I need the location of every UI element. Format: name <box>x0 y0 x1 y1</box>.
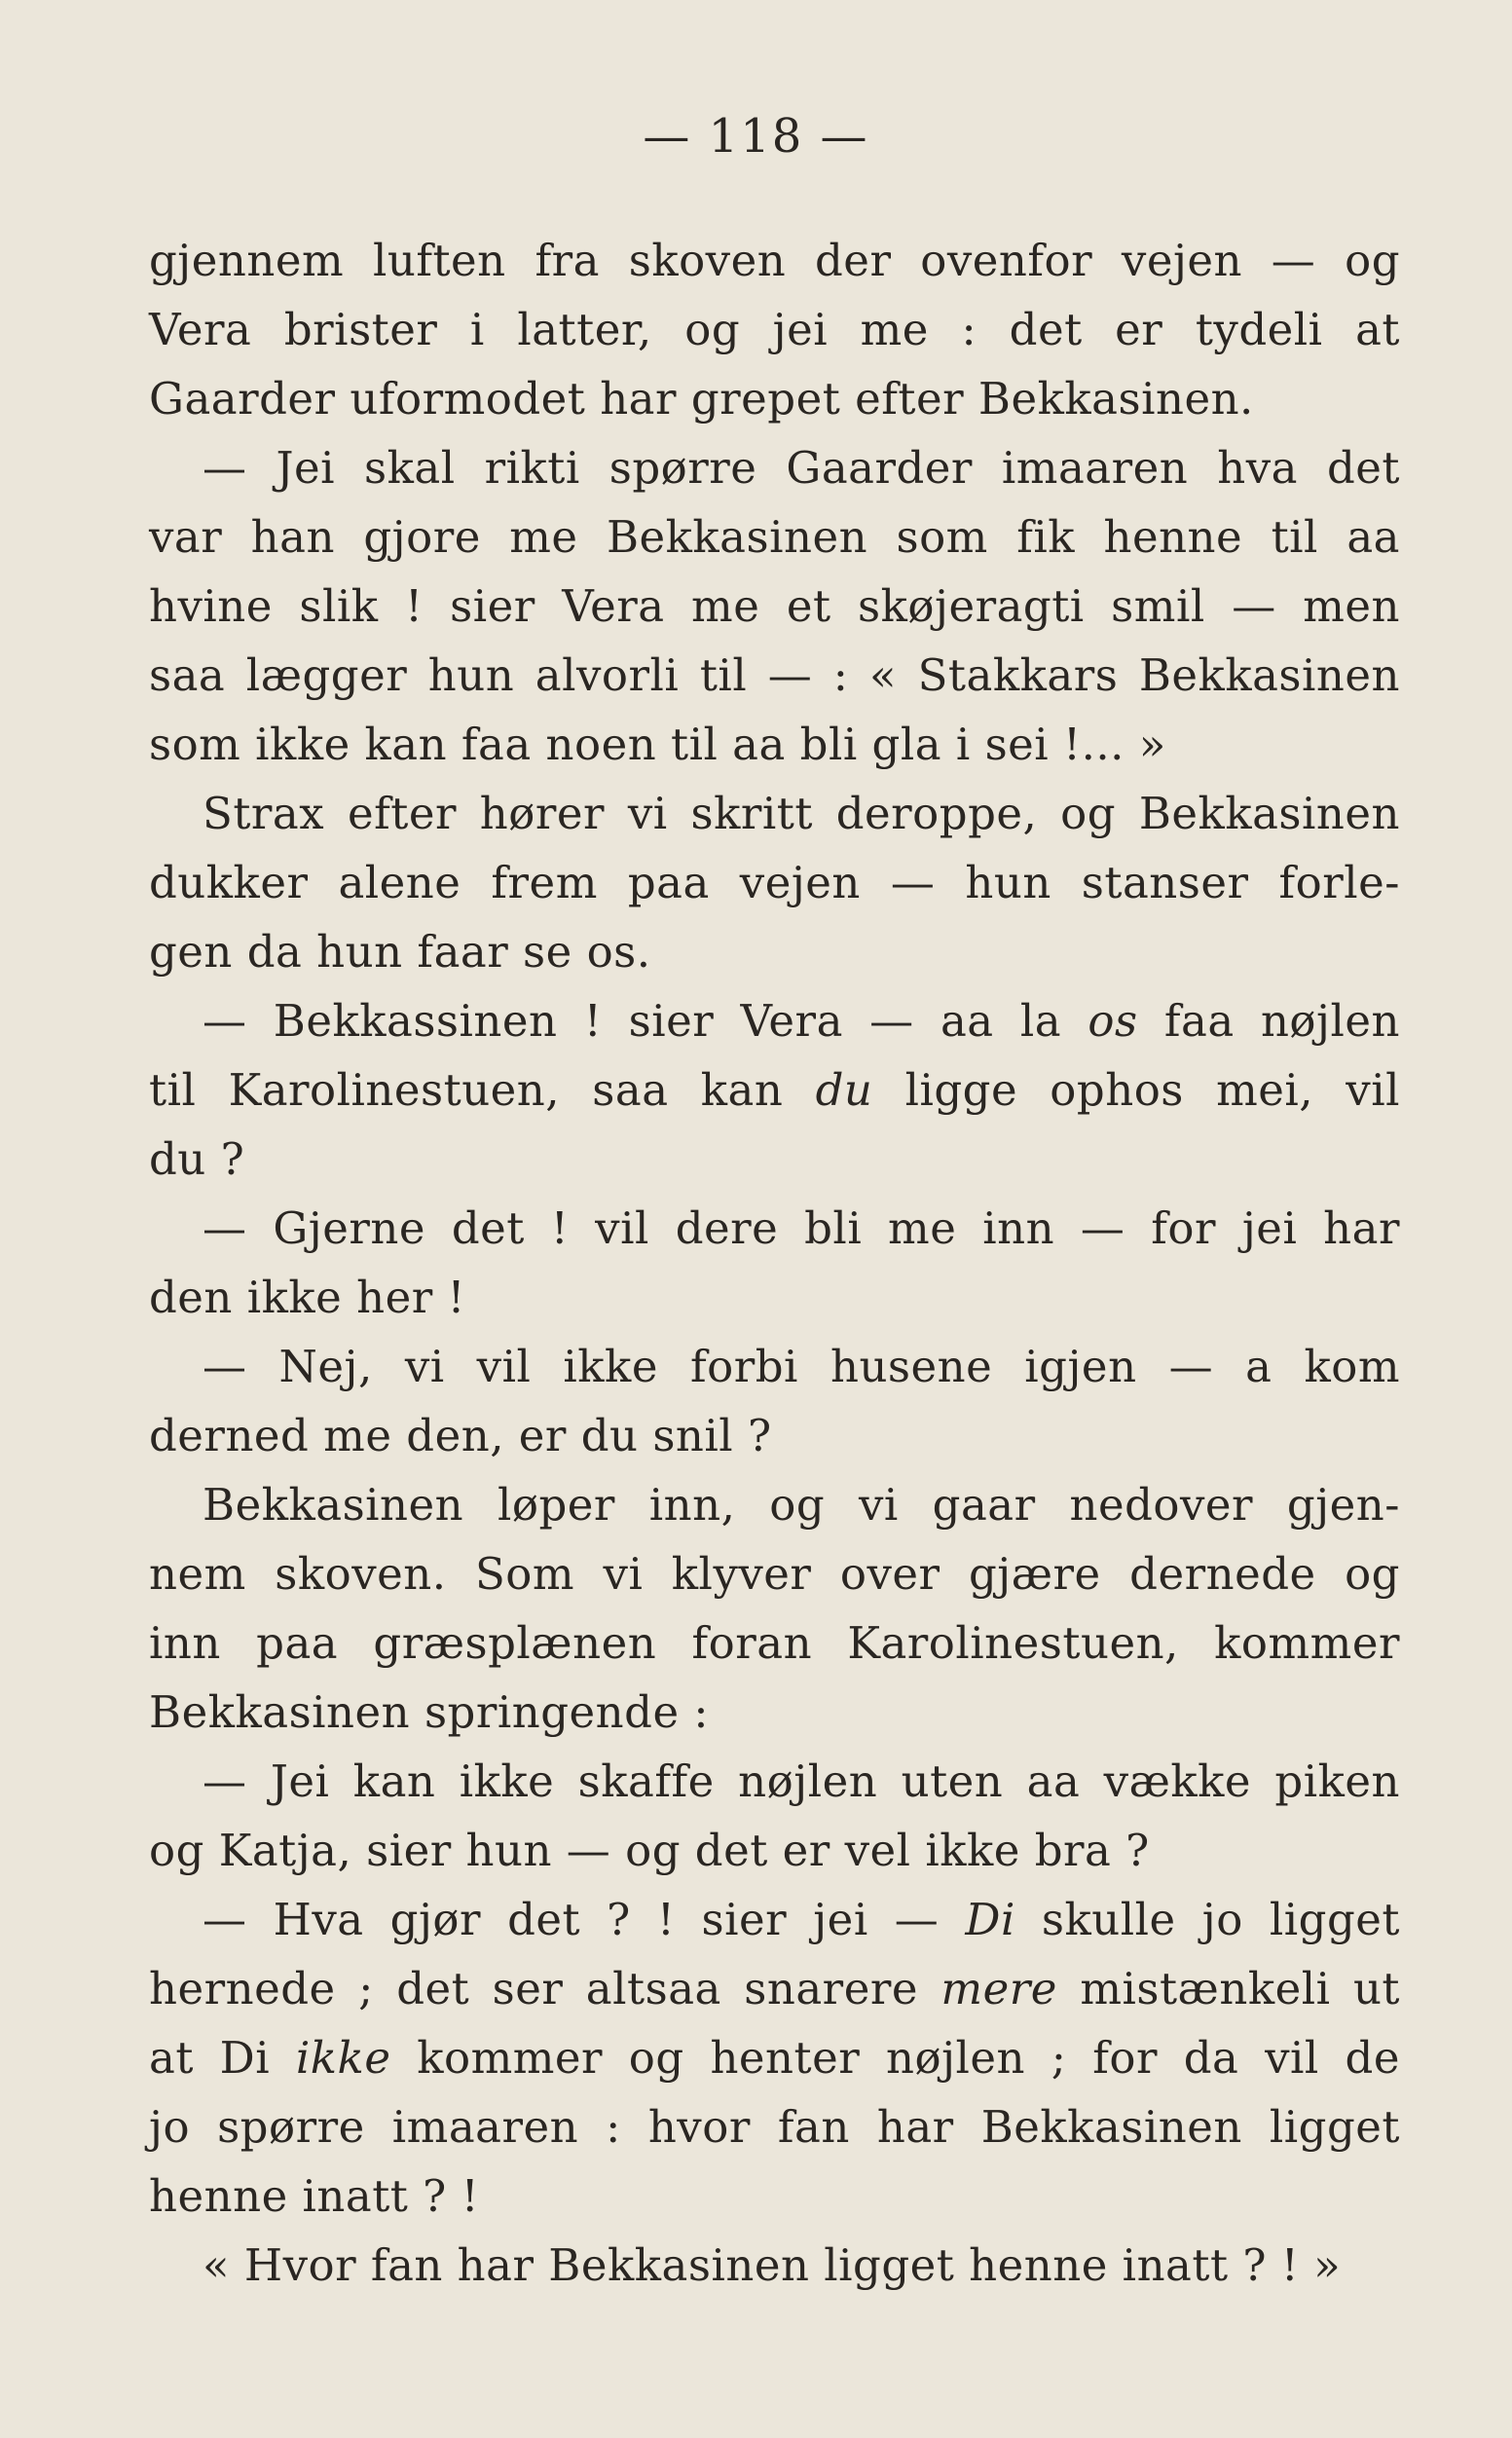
italic-word: os <box>1088 995 1138 1047</box>
text-line: nem skoven. Som vi klyver over gjære dernede og <box>149 1548 1400 1600</box>
text-line: gjennem luften fra skoven der ovenfor vejen — og <box>149 235 1400 286</box>
text-line: — Nej, vi vil ikke forbi husene igjen — a kom <box>203 1341 1400 1392</box>
body-text <box>149 226 1400 2300</box>
text-line: som ikke kan faa noen til aa bli gla i sei !... » <box>149 719 1166 770</box>
text-line: Bekkasinen løper inn, og vi gaar nedover gjen- <box>203 1479 1400 1531</box>
text-line: at Di ikke kommer og henter nøjlen ; for da vil de <box>149 2032 1400 2084</box>
text-line: — Jei kan ikke skaffe nøjlen uten aa vække piken <box>203 1755 1400 1807</box>
text-line: inn paa græsplænen foran Karolinestuen, kommer <box>149 1617 1400 1669</box>
text-line: dukker alene frem paa vejen — hun stanser forle- <box>149 857 1400 908</box>
text-line: hvine slik ! sier Vera me et skøjeragti smil — men <box>149 580 1400 632</box>
text-line: og Katja, sier hun — og det er vel ikke bra ? <box>149 1825 1150 1876</box>
text-line: derned me den, er du snil ? <box>149 1410 772 1461</box>
text-line: Strax efter hører vi skritt deroppe, og Bekkasinen <box>203 788 1400 839</box>
text-line: hernede ; det ser altsaa snarere mere mistænkeli ut <box>149 1963 1401 2014</box>
text-line: « Hvor fan har Bekkasinen ligget henne inatt ? ! » <box>203 2239 1342 2291</box>
text-line: — Bekkassinen ! sier Vera — aa la os faa nøjlen <box>203 995 1400 1047</box>
text-line: — Gjerne det ! vil dere bli me inn — for jei har <box>203 1202 1400 1254</box>
text-line: — Jei skal rikti spørre Gaarder imaaren hva det <box>203 442 1400 494</box>
text-line: den ikke her ! <box>149 1272 466 1323</box>
text-line: — Hva gjør det ? ! sier jei — Di skulle jo ligget <box>203 1894 1400 1945</box>
italic-word: ikke <box>295 2032 391 2084</box>
italic-word: mere <box>940 1963 1057 2014</box>
italic-word: du <box>815 1064 873 1116</box>
text-line: saa lægger hun alvorli til — : « Stakkars Bekkasinen <box>149 649 1400 701</box>
text-line: Gaarder uformodet har grepet efter Bekkasinen. <box>149 373 1254 425</box>
text-line: jo spørre imaaren : hvor fan har Bekkasinen ligget <box>149 2101 1400 2153</box>
text-line: var han gjore me Bekkasinen som fik henne til aa <box>149 511 1400 563</box>
page-number: — 118 — <box>643 109 869 164</box>
text-line: henne inatt ? ! <box>149 2170 480 2222</box>
text-line: du ? <box>149 1133 245 1185</box>
italic-word: Di <box>965 1894 1015 1945</box>
text-line: gen da hun faar se os. <box>149 926 651 978</box>
text-line: Bekkasinen springende : <box>149 1686 710 1738</box>
text-line: Vera brister i latter, og jei me : det er tydeli at <box>149 304 1400 355</box>
text-line: til Karolinestuen, saa kan du ligge ophos mei, vil <box>149 1064 1400 1116</box>
